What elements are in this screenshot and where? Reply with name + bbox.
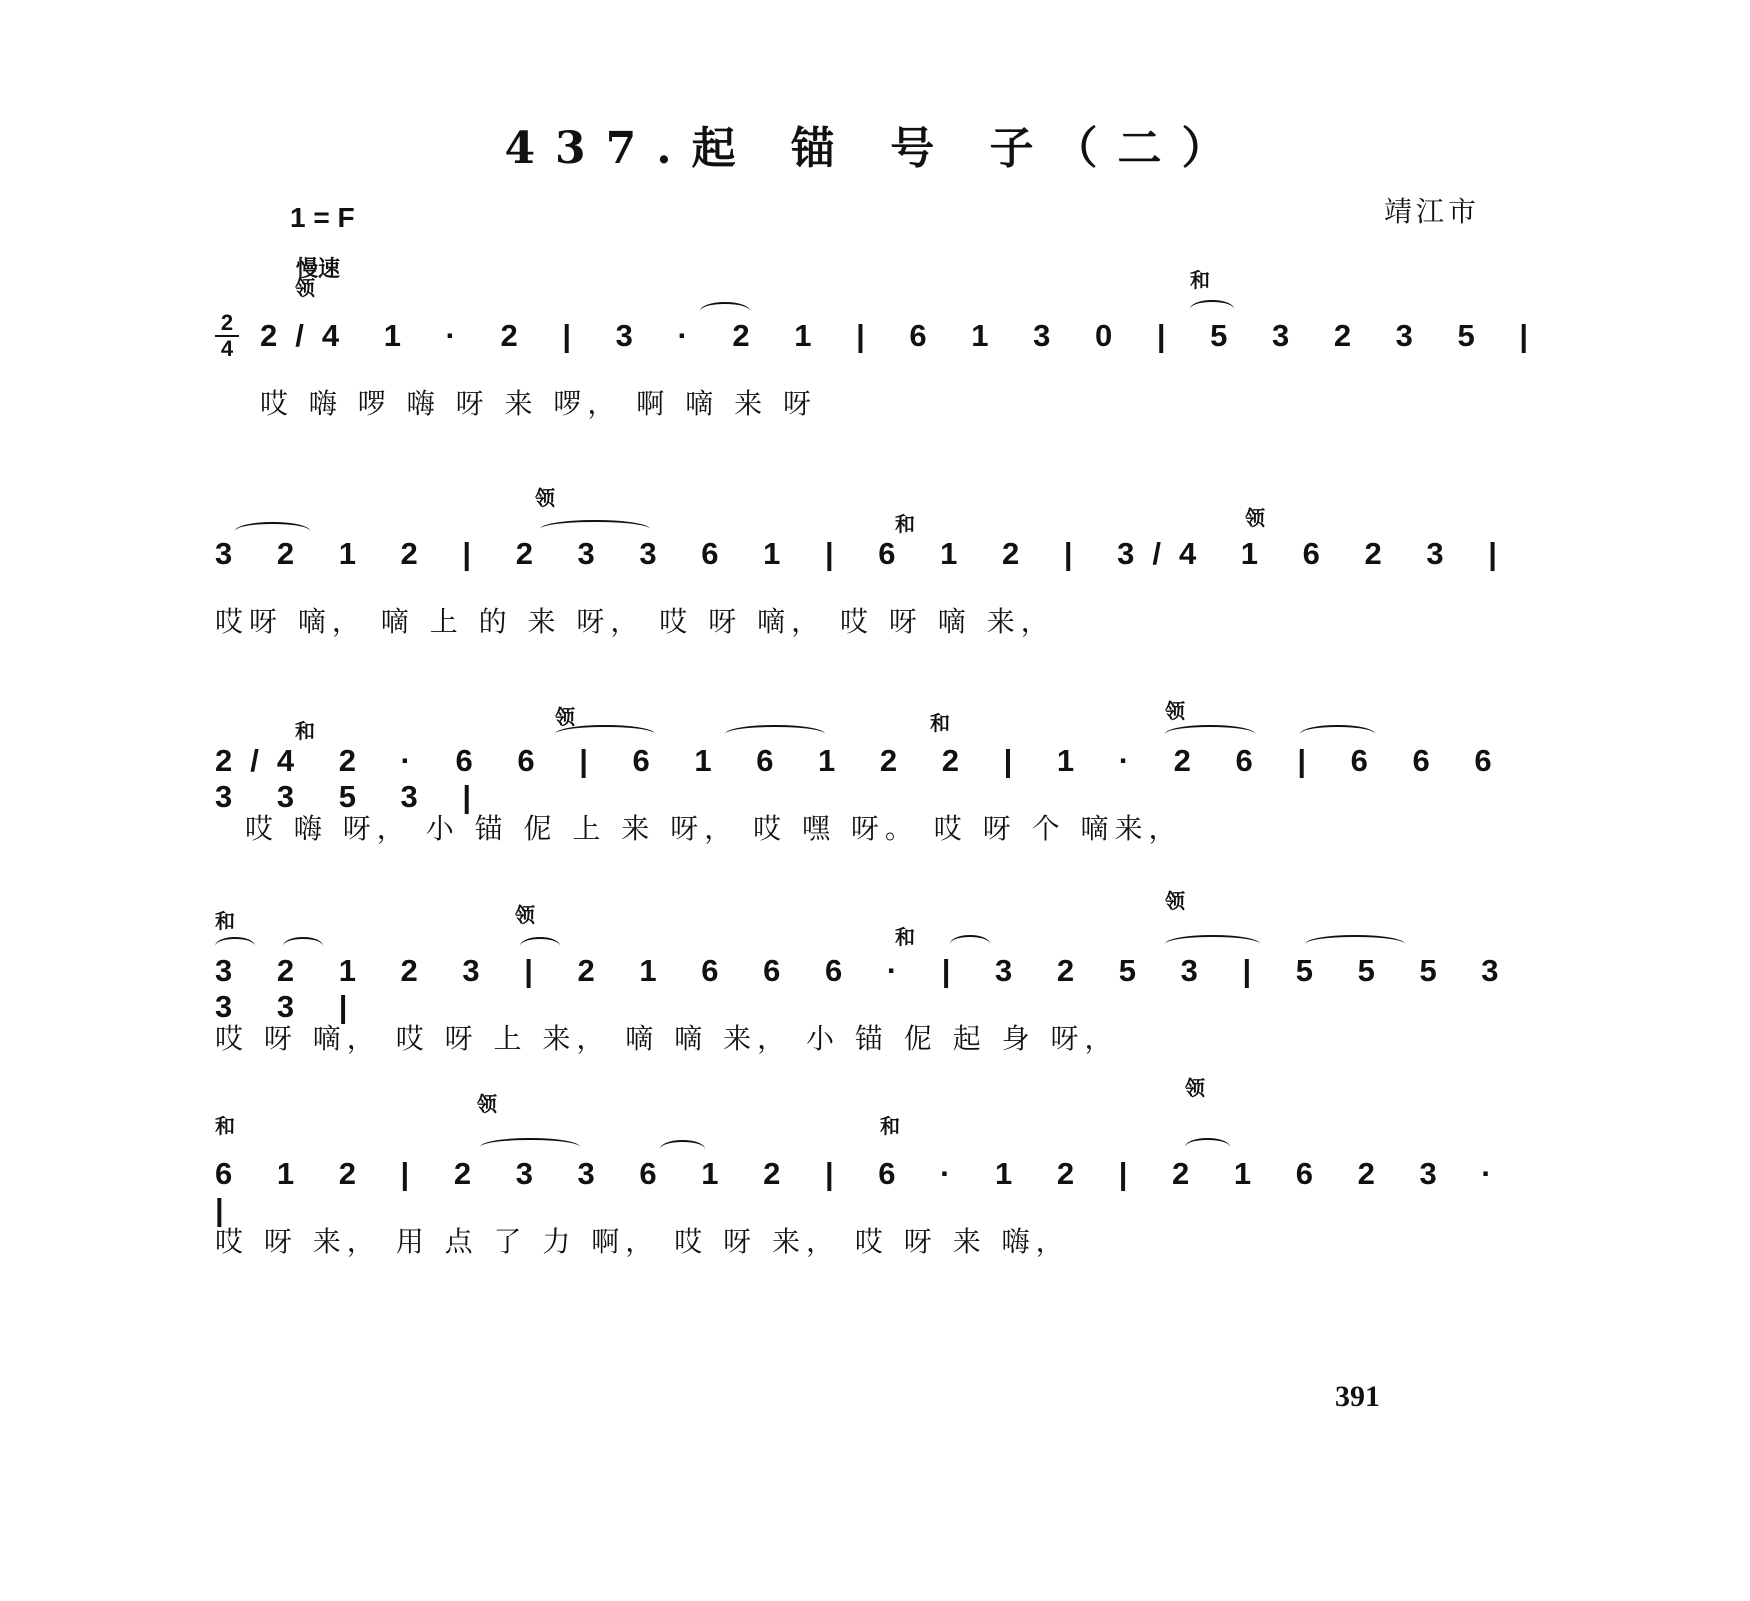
cue-chorus: 和 [295,719,315,743]
song-origin: 靖江市 [1383,195,1480,228]
slur [950,935,990,953]
page-number: 391 [1335,1380,1380,1413]
slur [1190,300,1234,318]
cue-lead: 领 [515,903,535,927]
notation: 6 1 2 | 2 3 3 6 1 2 | 6 · 1 2 | 2 1 6 2 3 · | [215,1156,1510,1227]
cue-chorus: 和 [880,1114,900,1138]
triplet-slur [555,725,655,743]
lyrics: 哎 呀 来， 用 点 了 力 啊， 哎 呀 来， 哎 呀 来 嗨， [215,1225,1070,1258]
triplet-slur [725,725,825,743]
time-signature: 2 4 [215,312,239,360]
lyrics: 哎 嗨 呀， 小 锚 伲 上 来 呀， 哎 嘿 呀。 哎 呀 个 嘀来， [245,812,1183,845]
cue-chorus: 和 [895,925,915,949]
cue-lead: 领 [1165,699,1185,723]
cue-lead: 领 [477,1092,497,1116]
notation: 3 2 1 2 3 | 2 1 6 6 6 · | 3 2 5 3 | 5 5 5 3 3 3 | [215,953,1517,1024]
cue-chorus: 和 [215,1114,235,1138]
cue-chorus: 和 [215,909,235,933]
cue-chorus: 和 [930,711,950,735]
triplet-slur [1305,935,1405,953]
cue-chorus: 和 [1190,268,1210,292]
cue-lead: 领 [1245,506,1265,530]
key-signature: 1 = F [290,202,355,233]
lyrics: 哎呀 嘀， 嘀 上 的 来 呀， 哎 呀 嘀， 哎 呀 嘀 来， [215,605,1055,638]
cue-lead: 领 [295,276,315,300]
staff-line-4 [215,889,1545,1075]
staff-line-2 [215,486,1545,658]
slur [1300,725,1375,743]
slur [1185,1138,1230,1156]
cue-lead: 领 [1165,889,1185,913]
triplet-slur [480,1138,580,1156]
staff-line-5 [215,1076,1545,1278]
lyrics: 哎 嗨 啰 嗨 呀 来 啰， 啊 嘀 来 呀 [260,387,818,420]
cue-chorus: 和 [895,512,915,536]
notation: 2/4 1 · 2 | 3 · 2 1 | 6 1 3 0 | 5 3 2 3 5 | [260,318,1547,353]
staff-line-3 [215,699,1545,865]
triplet-slur [1165,725,1255,743]
notation: 2/4 2 · 6 6 | 6 1 6 1 2 2 | 1 · 2 6 | 6 6 6 3 3 5 3 | [215,743,1510,814]
song-title: 437.起 锚 号 子（二） [504,123,1246,174]
cue-lead: 领 [535,486,555,510]
tempo-marking: 慢速 [296,257,341,282]
cue-lead: 领 [1185,1076,1205,1100]
triplet-slur [1165,935,1260,953]
notation: 3 2 1 2 | 2 3 3 6 1 | 6 1 2 | 3/4 1 6 2 3 | [215,536,1515,571]
cue-lead: 领 [555,705,575,729]
lyrics: 哎 呀 嘀， 哎 呀 上 来， 嘀 嘀 来， 小 锚 伲 起 身 呀， [215,1022,1119,1055]
